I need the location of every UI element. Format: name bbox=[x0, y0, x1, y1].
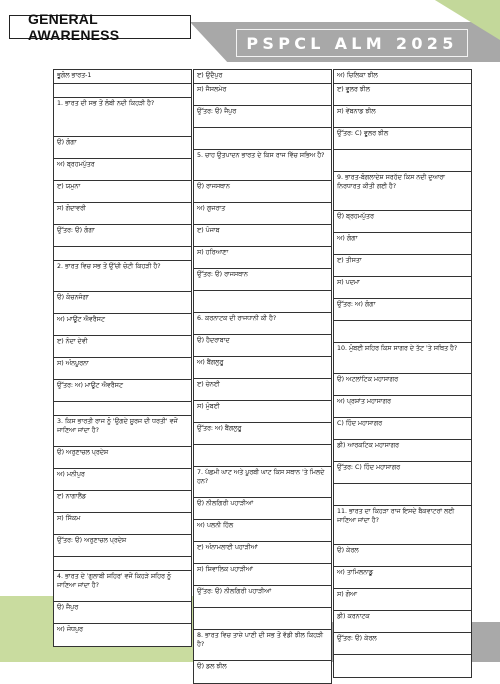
table-cell: ੳ) ਅਰੁਣਾਚਲ ਪ੍ਰਦੇਸ਼ bbox=[54, 447, 191, 469]
table-cell: ਸ) ਅੰਨਪੂਰਨਾ bbox=[54, 358, 191, 380]
table-cell: ਸ) ਪਦਮਾ bbox=[334, 277, 471, 299]
table-cell bbox=[334, 321, 471, 343]
table-cell: 2. ਭਾਰਤ ਵਿਚ ਸਭ ਤੋਂ ਉੱਚੀ ਚੋਟੀ ਕਿਹੜੀ ਹੈ? bbox=[54, 261, 191, 292]
table-cell: ਸ) ਵੇਂਬਨਾਡ ਝੀਲ bbox=[334, 106, 471, 128]
table-cell: ਅ) ਚਿਲਿਕਾ ਝੀਲ bbox=[334, 70, 471, 84]
table-cell: ੳ) ਹੈਦਰਾਬਾਦ bbox=[194, 335, 331, 357]
table-cell: 7. ਪੱਛਮੀ ਘਾਟ ਅਤੇ ਪੂਰਬੀ ਘਾਟ ਕਿਸ ਸਥਾਨ 'ਤੇ ਮਿਲਦੇ ਹਨ? bbox=[194, 467, 331, 498]
table-cell: ਉੱਤਰ: ੳ) ਅਰੁਣਾਚਲ ਪ੍ਰਦੇਸ਼ bbox=[54, 535, 191, 557]
table-cell bbox=[54, 247, 191, 261]
table-cell: ੲ) ਪੰਜਾਬ bbox=[194, 225, 331, 247]
question-column-2 bbox=[193, 69, 332, 684]
table-cell: ਸ) ਹਰਿਆਣਾ bbox=[194, 247, 331, 269]
table-cell: ੲ) ਨਾਗਾਲੈਂਡ bbox=[54, 491, 191, 513]
section-label: GENERAL AWARENESS bbox=[9, 15, 191, 39]
table-cell: ਸ) ਮੁੰਬਈ bbox=[194, 401, 331, 423]
table-cell: ਭੂਗੋਲ ਭਾਰਤ-1 bbox=[54, 70, 191, 84]
table-cell: ੲ) ਅੰਨਾਮਲਾਈ ਪਹਾੜੀਆਂ bbox=[194, 542, 331, 564]
table-cell: 1. ਭਾਰਤ ਦੀ ਸਭ ਤੋਂ ਲੰਬੀ ਨਦੀ ਕਿਹੜੀ ਹੈ? bbox=[54, 98, 191, 137]
table-cell: 3. ਕਿਸ ਭਾਰਤੀ ਰਾਜ ਨੂੰ 'ਉਗਦੇ ਸੂਰਜ ਦੀ ਧਰਤੀ' ਵਜੋਂ ਜਾਣਿਆ ਜਾਂਦਾ ਹੈ? bbox=[54, 416, 191, 447]
table-cell: ਉੱਤਰ: ੳ) ਜੈਪੁਰ bbox=[194, 106, 331, 128]
table-cell bbox=[54, 84, 191, 98]
table-cell: ੳ) ਨੀਲਗਿਰੀ ਪਹਾੜੀਆਂ bbox=[194, 498, 331, 520]
table-cell: ਸ) ਗੋਦਾਵਰੀ bbox=[54, 203, 191, 225]
table-cell: ਅ) ਗੁਜਰਾਤ bbox=[194, 203, 331, 225]
table-cell: ੲ) ਵੂਲਰ ਝੀਲ bbox=[334, 84, 471, 106]
table-cell: ੲ) ਉਦੈਪੁਰ bbox=[194, 70, 331, 84]
table-cell: ਅ) ਗੰਗਾ bbox=[334, 233, 471, 255]
table-cell: ਸ) ਸ਼ਿਵਾਲਿਕ ਪਹਾੜੀਆਂ bbox=[194, 564, 331, 586]
table-cell bbox=[54, 557, 191, 571]
table-cell: ਉੱਤਰ: ਅ) ਮਾਊਂਟ ਐਵਰੈਸਟ bbox=[54, 380, 191, 402]
table-cell: ਸ) ਸਿੱਕਮ bbox=[54, 513, 191, 535]
table-cell bbox=[334, 655, 471, 677]
question-column-3 bbox=[333, 69, 472, 678]
table-cell: ਉੱਤਰ: ਅ) ਬੈਂਗਲੁਰੂ bbox=[194, 423, 331, 445]
table-cell bbox=[194, 445, 331, 467]
table-cell: ੳ) ਕੰਚਨਜੰਗਾ bbox=[54, 292, 191, 314]
table-cell: ਅ) ਮਾਊਂਟ ਐਵਰੈਸਟ bbox=[54, 314, 191, 336]
question-column-1 bbox=[53, 69, 192, 647]
table-cell: ਡੀ) ਕਰਨਾਟਕ bbox=[334, 611, 471, 633]
table-cell bbox=[194, 608, 331, 630]
table-cell bbox=[194, 128, 331, 150]
table-cell: ਉੱਤਰ: C) ਹਿੰਦ ਮਹਾਸਾਗਰ bbox=[334, 462, 471, 484]
table-cell: 11. ਭਾਰਤ ਦਾ ਕਿਹੜਾ ਰਾਜ ਇਸਦੇ ਬੈਕਵਾਟਰਾਂ ਲਈ ਜਾਣਿਆ ਜਾਂਦਾ ਹੈ? bbox=[334, 506, 471, 545]
table-cell bbox=[54, 402, 191, 416]
table-cell: ਉੱਤਰ: ਅ) ਗੰਗਾ bbox=[334, 299, 471, 321]
table-cell: ਉੱਤਰ: ੳ) ਨੀਲਗਿਰੀ ਪਹਾੜੀਆਂ bbox=[194, 586, 331, 608]
table-cell: ਸ) ਜੈਸਲਮੇਰ bbox=[194, 84, 331, 106]
table-cell: ੳ) ਡਲ ਝੀਲ bbox=[197, 663, 227, 670]
table-cell: 6. ਕਰਨਾਟਕ ਦੀ ਰਾਜਧਾਨੀ ਕੀ ਹੈ? bbox=[194, 313, 331, 335]
table-cell: ੲ) ਨੰਦਾ ਦੇਵੀ bbox=[54, 336, 191, 358]
table-cell: 9. ਭਾਰਤ-ਬੰਗਲਾਦੇਸ਼ ਸਰਹੱਦ ਕਿਸ ਨਦੀ ਦੁਆਰਾ ਨਿਰਧਾਰਤ ਕੀਤੀ ਗਈ ਹੈ? bbox=[334, 172, 471, 211]
table-cell: ੲ) ਚੇਨਈ bbox=[194, 379, 331, 401]
table-cell: ੳ) ਰਾਜਸਥਾਨ bbox=[194, 181, 331, 203]
table-cell: ਉੱਤਰ: ੳ) ਰਾਜਸਥਾਨ bbox=[194, 269, 331, 291]
table-cell: ੲ) ਤੀਸਤਾ bbox=[334, 255, 471, 277]
table-cell bbox=[334, 150, 471, 172]
table-cell: 4. ਭਾਰਤ ਦੇ 'ਗੁਲਾਬੀ ਸ਼ਹਿਰ' ਵਜੋਂ ਕਿਹੜੇ ਸ਼ਹਿਰ ਨੂੰ ਜਾਣਿਆ ਜਾਂਦਾ ਹੈ? bbox=[54, 571, 191, 602]
table-cell: C) ਹਿੰਦ ਮਹਾਸਾਗਰ bbox=[334, 418, 471, 440]
table-cell: 8. ਭਾਰਤ ਵਿਚ ਤਾਜ਼ੇ ਪਾਣੀ ਦੀ ਸਭ ਤੋਂ ਵੱਡੀ ਝੀਲ ਕਿਹੜੀ ਹੈ? bbox=[194, 630, 331, 661]
table-cell: ੳ) ਬ੍ਰਹਮਪੁੱਤਰ bbox=[334, 211, 471, 233]
table-cell: ਉੱਤਰ: C) ਵੂਲਰ ਝੀਲ bbox=[334, 128, 471, 150]
table-cell: ੳ) ਗੰਗਾ bbox=[54, 137, 191, 159]
table-cell bbox=[194, 291, 331, 313]
table-cell: ਅ) ਬੈਂਗਲੁਰੂ bbox=[194, 357, 331, 379]
table-cell bbox=[334, 484, 471, 506]
table-cell: ਉੱਤਰ: ੳ) ਕੇਰਲ bbox=[334, 633, 471, 655]
table-cell: ੳ) ਕੇਰਲ bbox=[334, 545, 471, 567]
table-cell: ਅ) ਤਾਮਿਲਨਾਡੂ bbox=[334, 567, 471, 589]
table-cell: ੲ) ਯਮੁਨਾ bbox=[54, 181, 191, 203]
table-cell: ਡੀ) ਆਰਕਟਿਕ ਮਹਾਸਾਗਰ bbox=[334, 440, 471, 462]
exam-title: PSPCL ALM 2025 bbox=[236, 29, 468, 57]
table-cell: ਅ) ਬ੍ਰਹਮਪੁੱਤਰ bbox=[54, 159, 191, 181]
table-cell: ਉੱਤਰ: ੳ) ਗੰਗਾ bbox=[54, 225, 191, 247]
table-cell: 5. ਚਾਹ ਉਤਪਾਦਨ ਭਾਰਤ ਦੇ ਕਿਸ ਰਾਜ ਵਿੱਚ ਸਭਿਅ ਹੈ? bbox=[194, 150, 331, 181]
table-cell: 10. ਮੁੰਬਈ ਸ਼ਹਿਰ ਕਿਸ ਸਾਗਰ ਦੇ ਤੱਟ 'ਤੇ ਸਥਿਤ ਹੈ? bbox=[334, 343, 471, 374]
table-cell: ੳ) ਜੈਪੁਰ bbox=[54, 602, 191, 624]
table-cell: ੳ) ਅਟਲਾਂਟਿਕ ਮਹਾਸਾਗਰ bbox=[334, 374, 471, 396]
table-cell: ਅ) ਮਨੀਪੁਰ bbox=[54, 469, 191, 491]
table-cell: ਸ) ਗੋਆ bbox=[334, 589, 471, 611]
table-cell: ਅ) ਜੋਧਪੁਰ bbox=[57, 626, 83, 633]
table-cell: ਅ) ਪਲਨੀ ਹਿੱਲ bbox=[194, 520, 331, 542]
table-cell: ਅ) ਪ੍ਰਸ਼ਾਂਤ ਮਹਾਸਾਗਰ bbox=[334, 396, 471, 418]
